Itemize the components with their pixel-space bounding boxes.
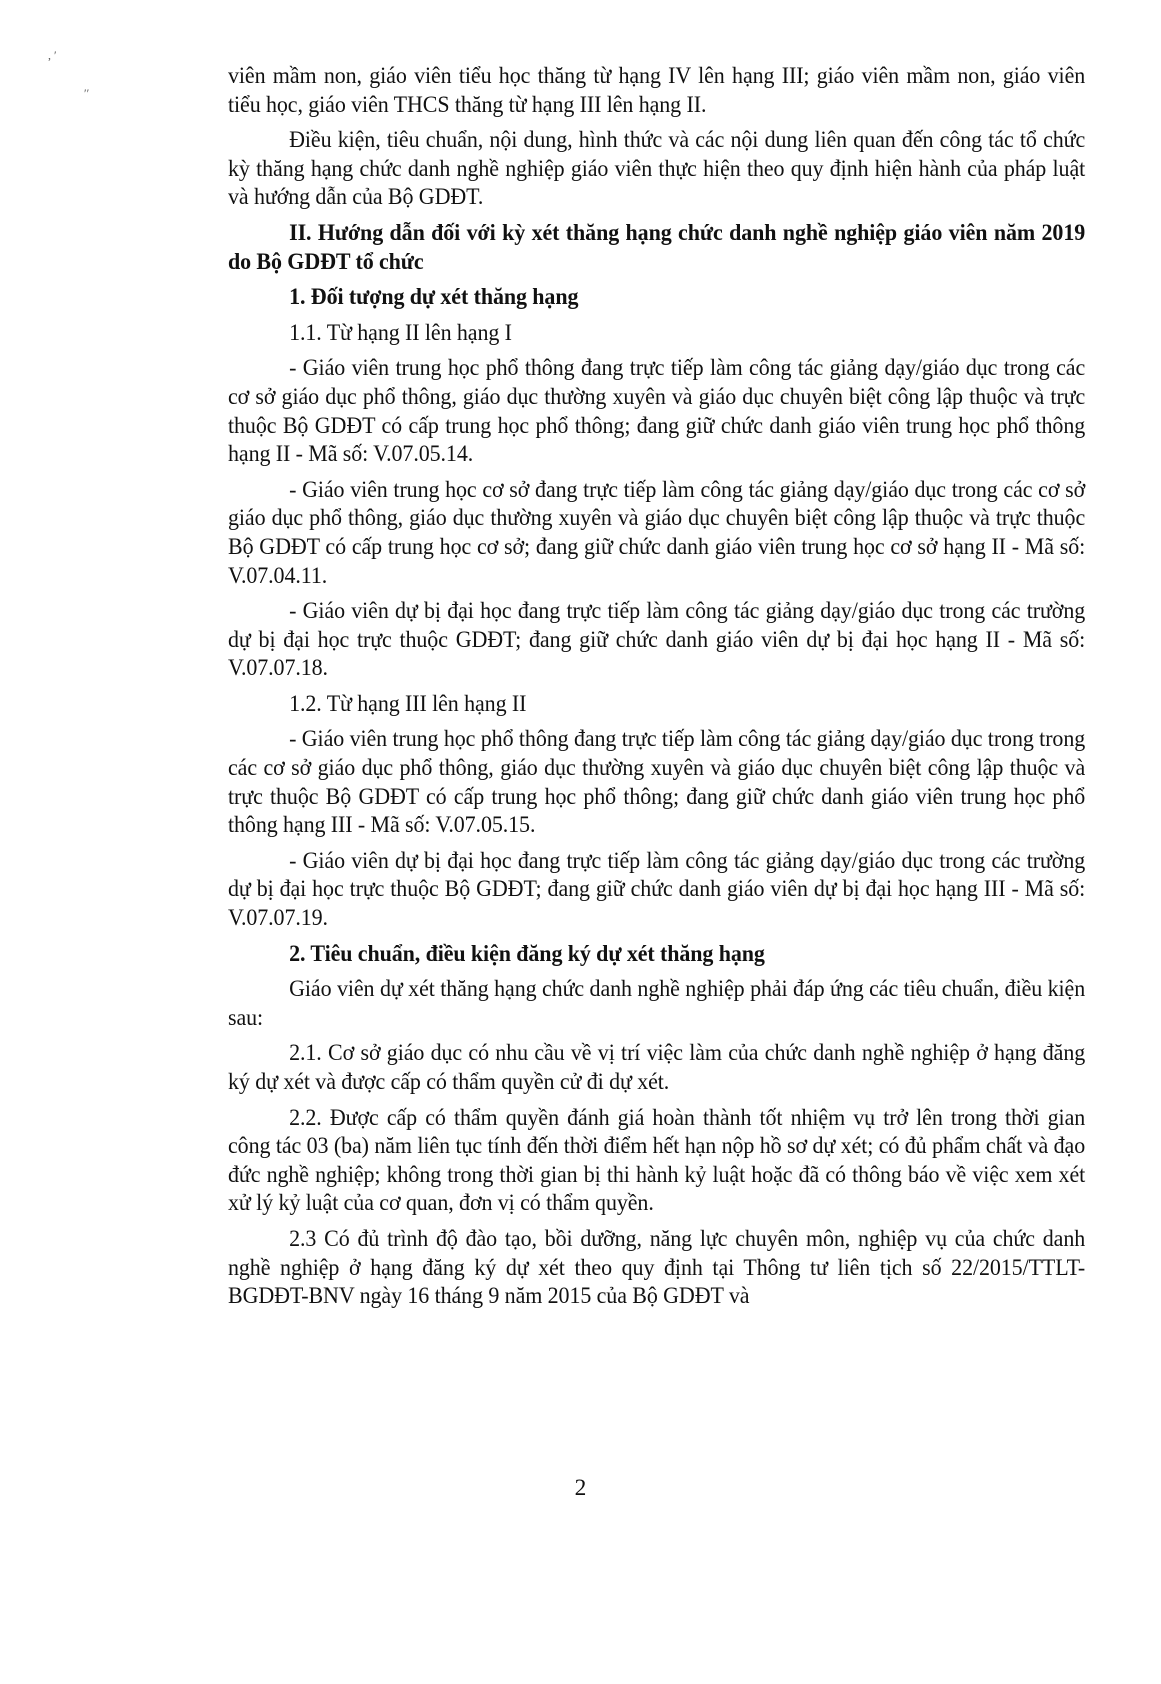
subsection-heading: 2. Tiêu chuẩn, điều kiện đăng ký dự xét thăng hạng [289, 940, 765, 967]
subsection-title: 1.2. Từ hạng III lên hạng II [289, 690, 527, 717]
list-item: - Giáo viên dự bị đại học đang trực tiếp làm công tác giảng dạy/giáo dục trong các trường dự bị đại học trực thuộc GDĐT; đang giữ chức danh giáo viên dự bị đại học hạng II - Mã số: V.07.07.18. [228, 598, 1086, 682]
document-page [228, 62, 1085, 1318]
section-heading: II. Hướng dẫn đối với kỳ xét thăng hạng chức danh nghề nghiệp giáo viên năm 2019 do Bộ GDĐT tổ chức [228, 219, 1086, 275]
paragraph-continuation: viên mầm non, giáo viên tiểu học thăng từ hạng IV lên hạng III; giáo viên mầm non, giáo viên tiểu học, giáo viên THCS thăng từ hạng III lên hạng II. [228, 63, 1086, 118]
list-item: - Giáo viên trung học cơ sở đang trực tiếp làm công tác giảng dạy/giáo dục trong các cơ sở giáo dục phổ thông, giáo dục thường xuyên và giáo dục chuyên biệt công lập thuộc và trực thuộc Bộ GDĐT có cấp trung học cơ sở; đang giữ chức danh giáo viên trung học cơ sở hạng II - Mã số: V.07.04.11. [228, 476, 1086, 589]
page-number: 2 [574, 1475, 587, 1501]
criteria-item: 2.2. Được cấp có thẩm quyền đánh giá hoàn thành tốt nhiệm vụ trở lên trong thời gian công tác 03 (ba) năm liên tục tính đến thời điểm hết hạn nộp hồ sơ dự xét; có đủ phẩm chất và đạo đức nghề nghiệp; không trong thời gian bị thi hành kỷ luật hoặc đã có thông báo về việc xem xét xử lý kỷ luật của cơ quan, đơn vị có thẩm quyền. [228, 1104, 1086, 1217]
paragraph-body: Điều kiện, tiêu chuẩn, nội dung, hình thức và các nội dung liên quan đến công tác tổ chức kỳ thăng hạng chức danh nghề nghiệp giáo viên thực hiện theo quy định hiện hành của pháp luật và hướng dẫn của Bộ GDĐT. [228, 127, 1086, 211]
list-item: - Giáo viên dự bị đại học đang trực tiếp làm công tác giảng dạy/giáo dục trong các trường dự bị đại học trực thuộc Bộ GDĐT; đang giữ chức danh giáo viên dự bị đại học hạng III - Mã số: V.07.07.19. [228, 847, 1086, 932]
scan-artifact-mark: ′′ [84, 86, 90, 100]
list-item: - Giáo viên trung học phổ thông đang trực tiếp làm công tác giảng dạy/giáo dục trong trong các cơ sở giáo dục phổ thông, giáo dục thường xuyên và giáo dục chuyên biệt công lập thuộc và trực thuộc Bộ GDĐT có cấp trung học phổ thông; đang giữ chức danh giáo viên trung học phổ thông hạng III - Mã số: V.07.05.15. [228, 726, 1086, 839]
criteria-item: 2.3 Có đủ trình độ đào tạo, bồi dưỡng, năng lực chuyên môn, nghiệp vụ của chức danh nghề nghiệp ở hạng đăng ký dự xét theo quy định tại Thông tư liên tịch số 22/2015/TTLT-BGDĐT-BNV ngày 16 tháng 9 năm 2015 của Bộ GDĐT và [228, 1225, 1086, 1310]
criteria-item: 2.1. Cơ sở giáo dục có nhu cầu về vị trí việc làm của chức danh nghề nghiệp ở hạng đăng ký dự xét và được cấp có thẩm quyền cử đi dự xét. [228, 1040, 1086, 1095]
paragraph-body: Giáo viên dự xét thăng hạng chức danh nghề nghiệp phải đáp ứng các tiêu chuẩn, điều kiện sau: [228, 976, 1086, 1031]
subsection-title: 1.1. Từ hạng II lên hạng I [289, 319, 512, 346]
subsection-heading: 1. Đối tượng dự xét thăng hạng [289, 284, 579, 311]
list-item: - Giáo viên trung học phổ thông đang trực tiếp làm công tác giảng dạy/giáo dục trong các cơ sở giáo dục phổ thông, giáo dục thường xuyên và giáo dục chuyên biệt công lập thuộc và trực thuộc Bộ GDĐT có cấp trung học phổ thông; đang giữ chức danh giáo viên trung học phổ thông hạng II - Mã số: V.07.05.14. [228, 355, 1086, 468]
scan-artifact-mark: , ′ [48, 48, 57, 62]
